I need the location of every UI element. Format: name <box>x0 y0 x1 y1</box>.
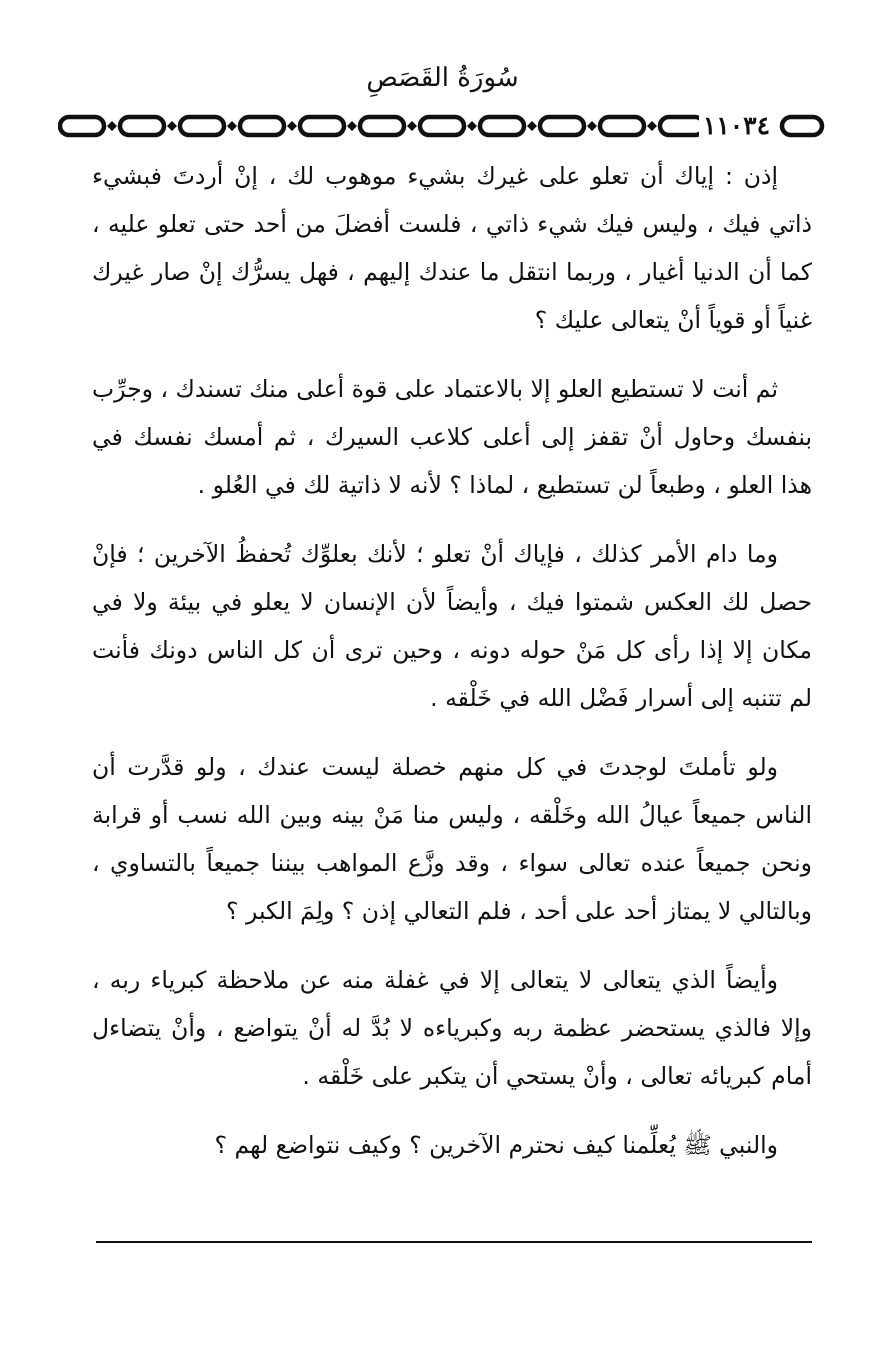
chain-oval <box>360 117 404 135</box>
paragraph: إذن : إياك أن تعلو على غيرك بشيء موهوب لك ، إنْ أردتَ فبشيء ذاتي فيك ، وليس فيك شيء ذاتي ، فلست أفضلَ من أحد حتى تعلو عليه ، كما أن الدنيا أغيار ، وربما انتقل ما عندك إليهم ، فهل يسرُّك إنْ صار غيرك غنياً أو قوياً أنْ يتعالى عليك ؟ <box>92 162 812 334</box>
chain-oval <box>420 117 464 135</box>
chain-oval <box>660 117 704 135</box>
page-number: ١١٠٣٤ <box>699 110 774 142</box>
chain-oval <box>180 117 224 135</box>
chain-oval <box>300 117 344 135</box>
chain-diamond <box>647 121 657 131</box>
paragraph: ولو تأملتَ لوجدتَ في كل منهم خصلة ليست عندك ، ولو قدَّرت أن الناس جميعاً عيالُ الله وخَلْقه ، وليس منا مَنْ بينه وبين الله نسب أو قرابة ونحن جميعاً عنده تعالى سواء ، وقد وزَّع المواهب بيننا جميعاً بالتساوي ، وبالتالي لا يمتاز أحد على أحد ، فلم التعالي إذن ؟ ولِمَ الكبر ؟ <box>92 753 812 925</box>
surah-title: سُورَةُ القَصَصِ <box>366 63 519 93</box>
chain-end-oval <box>782 117 822 135</box>
chain-oval <box>540 117 584 135</box>
chain-diamond <box>467 121 477 131</box>
chain-oval <box>60 117 104 135</box>
chain-oval <box>480 117 524 135</box>
paragraph: ثم أنت لا تستطيع العلو إلا بالاعتماد على قوة أعلى منك تسندك ، وجرِّب بنفسك وحاول أنْ تقفز إلى أعلى كلاعب السيرك ، ثم أمسك نفسك في هذا العلو ، وطبعاً لن تستطيع ، لماذا ؟ لأنه لا ذاتية لك في العُلو . <box>92 375 812 499</box>
chain-diamond <box>287 121 297 131</box>
paragraph: وأيضاً الذي يتعالى لا يتعالى إلا في غفلة منه عن ملاحظة كبرياء ربه ، وإلا فالذي يستحضر عظمة ربه وكبرياءه لا بُدَّ له أنْ يتواضع ، وأنْ يتضاءل أمام كبريائه تعالى ، وأنْ يستحي أن يتكبر على خَلْقه . <box>92 966 812 1090</box>
chain-oval <box>600 117 644 135</box>
chain-diamond <box>167 121 177 131</box>
chain-diamond <box>527 121 537 131</box>
chain-diamond <box>347 121 357 131</box>
chain-diamond <box>587 121 597 131</box>
paragraph: والنبي ﷺ يُعلِّمنا كيف نحترم الآخرين ؟ وكيف نتواضع لهم ؟ <box>214 1131 778 1159</box>
chain-oval <box>120 117 164 135</box>
chain-diamond <box>107 121 117 131</box>
text-body <box>92 152 812 1190</box>
paragraph: وما دام الأمر كذلك ، فإياك أنْ تعلو ؛ لأنك بعلوِّك تُحفظُ الآخرين ؛ فإنْ حصل لك العكس شمتوا فيك ، وأيضاً لأن الإنسان لا يعلو في بيئة ولا في مكان إلا إذا رأى كل مَنْ حوله دونه ، وحين ترى أن كل الناس دونك فأنت لم تتنبه إلى أسرار فَضْل الله في خَلْقه . <box>92 540 812 712</box>
ornamental-header-band <box>58 110 826 142</box>
chain-oval <box>240 117 284 135</box>
chain-diamond <box>227 121 237 131</box>
footer-rule <box>96 1241 812 1243</box>
chain-diamond <box>407 121 417 131</box>
